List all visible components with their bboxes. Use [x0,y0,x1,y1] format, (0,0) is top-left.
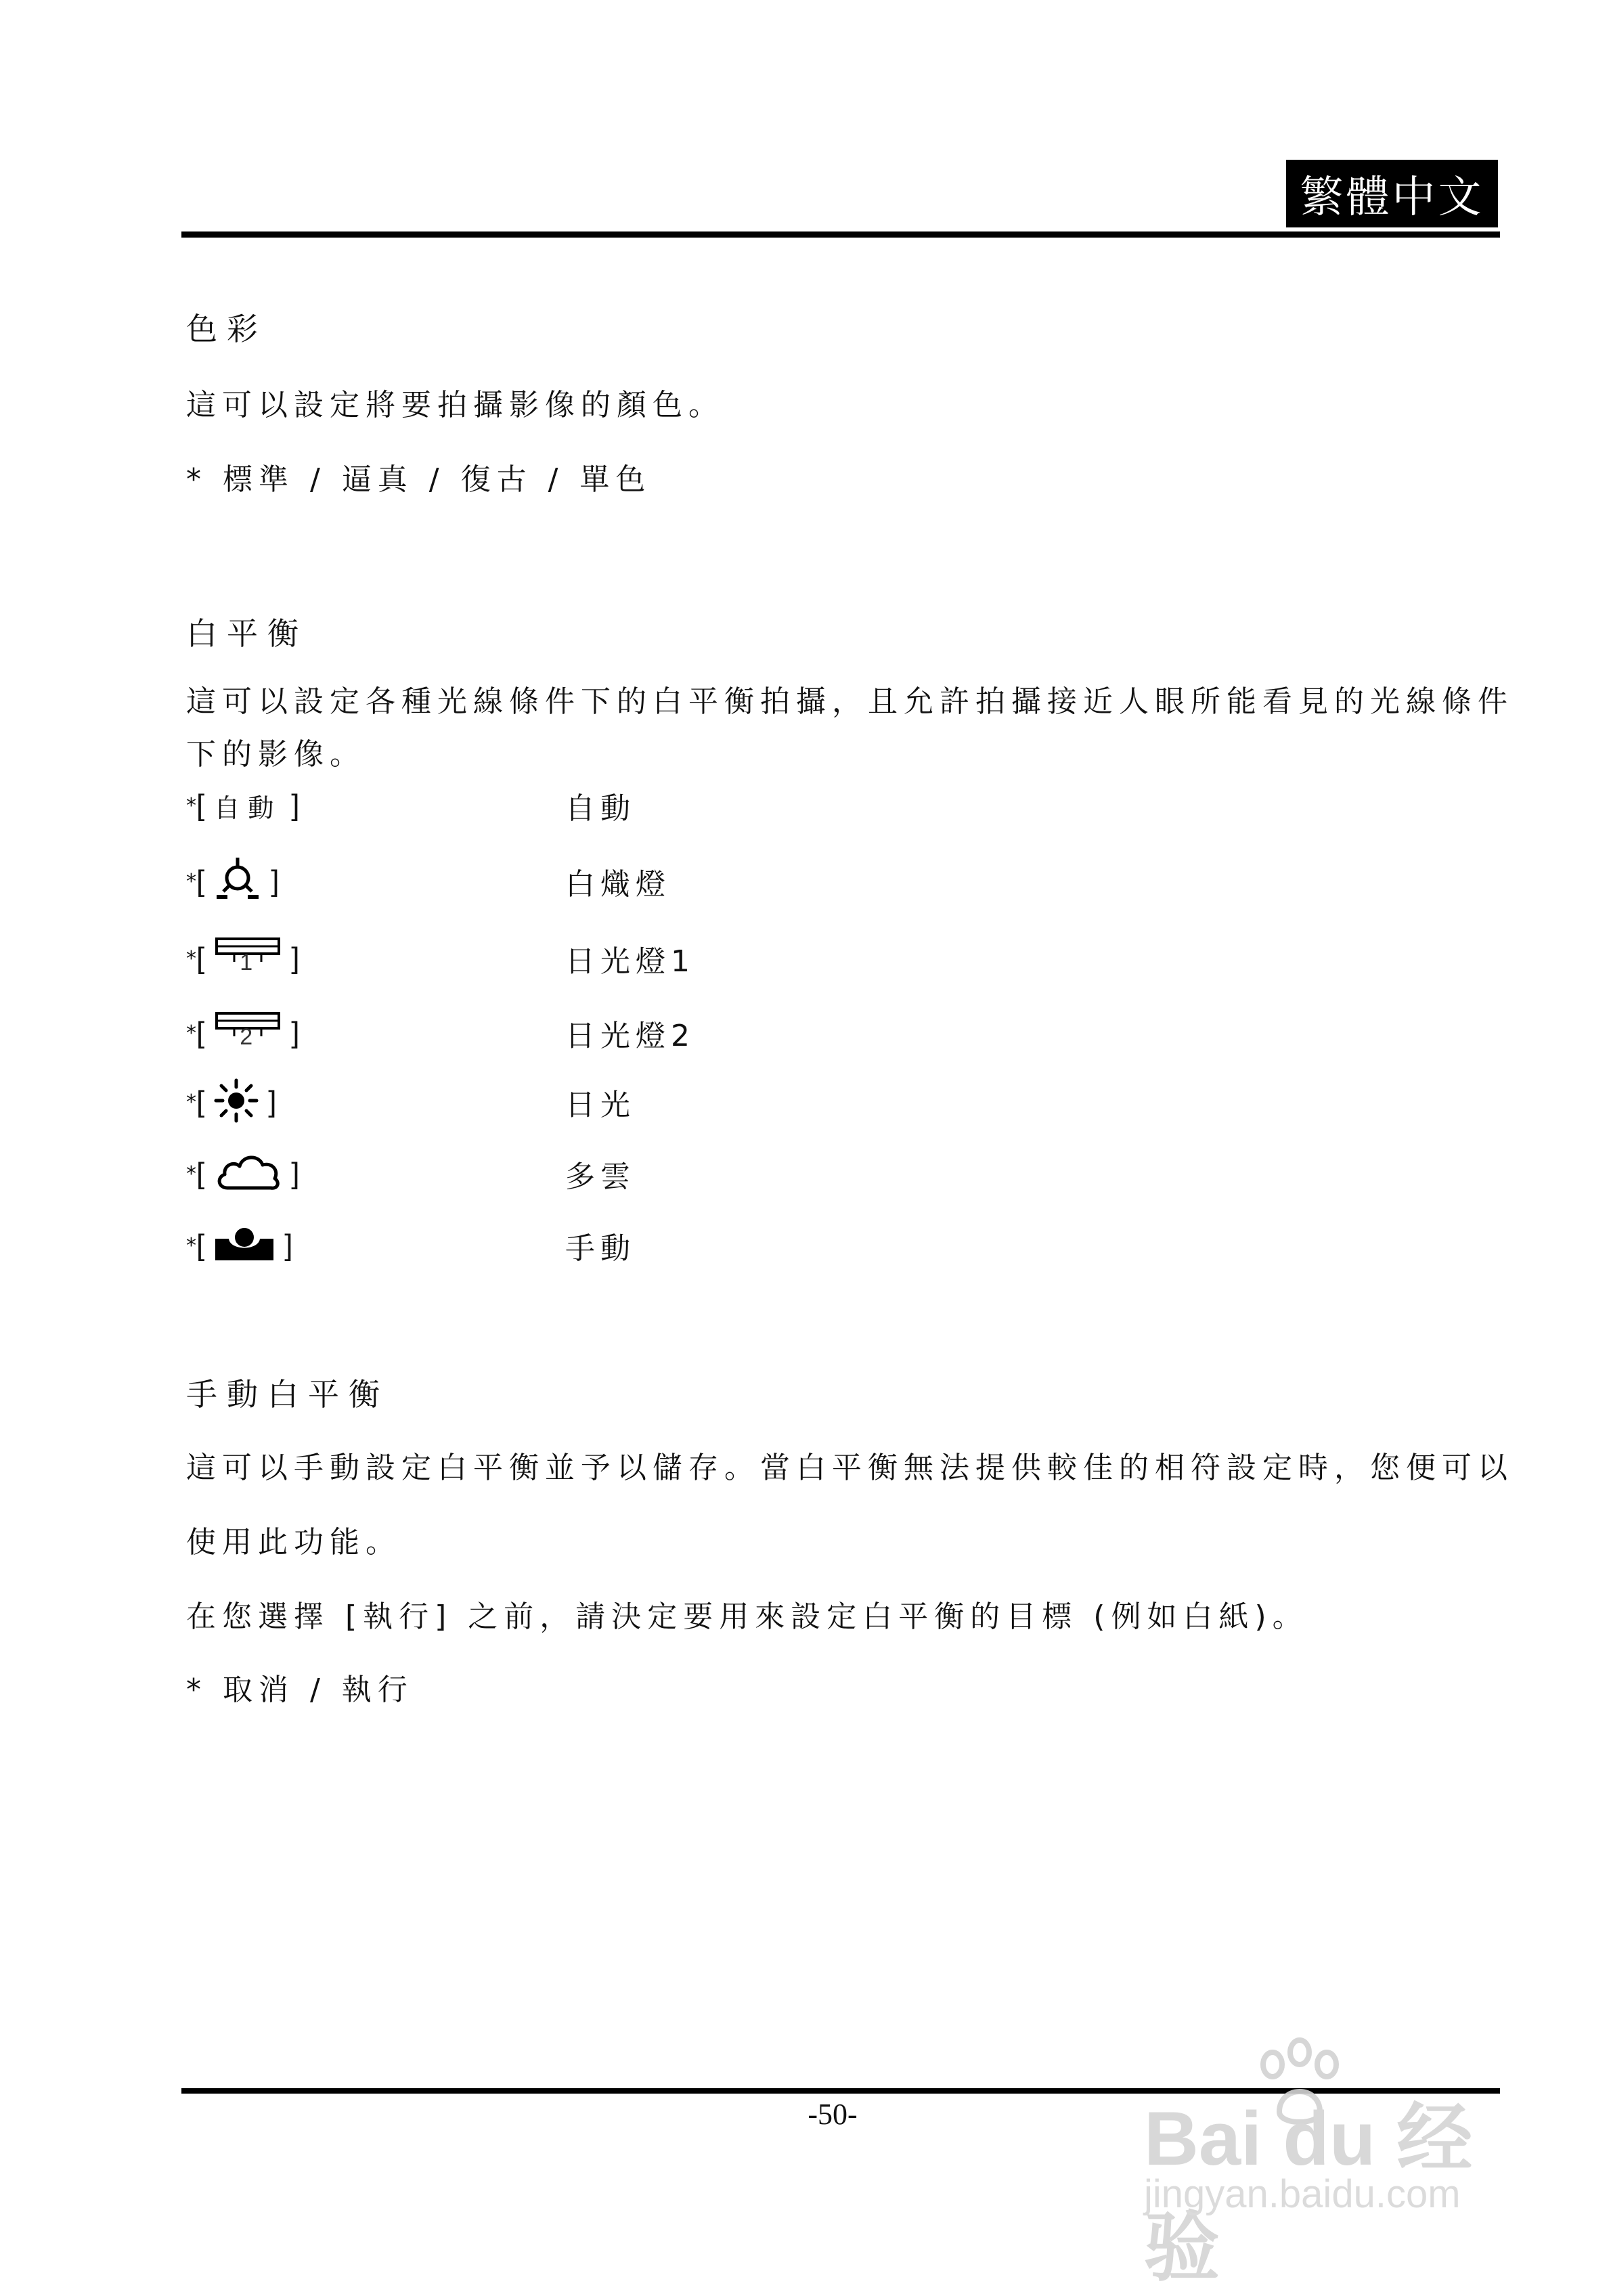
watermark-brand: Bai du 经验 [1144,2096,1473,2290]
bracket-open: [ [196,1016,205,1049]
option-bullet: * [186,1233,196,1258]
sun-icon [214,1078,259,1126]
bracket-close: ] [284,1229,293,1262]
section-title-manual-white-balance: 手動白平衡 [186,1376,389,1413]
bracket-close: ] [291,942,300,975]
bracket-open: [ [196,1229,205,1262]
wb-option-label: 白熾燈 [565,867,671,902]
wb-option-label: 日光燈1 [565,944,695,979]
incandescent-icon [214,856,261,906]
bracket-close: ] [291,789,300,822]
wb-option-daylight [186,1068,636,1136]
bracket-close: ] [268,1085,277,1118]
color-options: * 標準 / 逼真 / 復古 / 單色 [186,462,652,497]
bracket-open: [ [196,789,205,822]
bracket-open: [ [196,864,205,898]
manual-wb-icon [214,1224,275,1267]
watermark-url: jingyan.baidu.com [1144,2172,1461,2216]
cloud-icon [214,1150,282,1197]
wb-option-auto [186,772,636,839]
wb-option-fluorescent-1 [186,925,695,992]
option-bullet: * [186,793,196,818]
page-number: -50- [808,2098,858,2131]
manual-wb-description-line3: 在您選擇 [執行] 之前，請決定要用來設定白平衡的目標 (例如白紙)。 [186,1599,1308,1634]
fluorescent2-icon: 2 [214,1009,282,1057]
wb-option-cloudy [186,1140,636,1208]
wb-option-label: 日光燈2 [565,1019,695,1053]
section-title-white-balance: 白平衡 [186,615,308,652]
header-rule [181,231,1500,238]
option-bullet: * [186,1090,196,1114]
wb-option-label: 日光 [565,1088,636,1122]
auto-wb-icon: 自動 [214,793,282,823]
bracket-close: ] [271,864,280,898]
option-bullet: * [186,869,196,893]
wb-option-incandescent [186,847,671,915]
white-balance-description-line1: 這可以設定各種光線條件下的白平衡拍攝，且允許拍攝接近人眼所能看見的光線條件 [186,684,1514,719]
manual-wb-description-line2: 使用此功能。 [186,1525,401,1560]
option-bullet: * [186,1021,196,1045]
fluorescent1-icon: 1 [214,935,282,982]
wb-option-fluorescent-2 [186,999,695,1067]
wb-option-label: 手動 [565,1231,636,1266]
manual-wb-description-line1: 這可以手動設定白平衡並予以儲存。當白平衡無法提供較佳的相符設定時，您便可以 [186,1451,1514,1485]
bracket-open: [ [196,1157,205,1190]
bracket-close: ] [291,1157,300,1190]
color-description: 這可以設定將要拍攝影像的顏色。 [186,388,724,422]
wb-option-manual [186,1212,636,1279]
option-bullet: * [186,946,196,971]
wb-option-label: 自動 [565,791,636,826]
language-tag: 繁體中文 [1286,160,1498,227]
bracket-open: [ [196,1085,205,1118]
manual-wb-options: * 取消 / 執行 [186,1673,414,1707]
section-title-color: 色彩 [186,311,267,347]
bracket-open: [ [196,942,205,975]
option-bullet: * [186,1162,196,1186]
baidu-watermark [1144,2037,1523,2290]
wb-option-label: 多雲 [565,1160,636,1194]
white-balance-description-line2: 下的影像。 [186,737,366,772]
bracket-close: ] [291,1016,300,1049]
